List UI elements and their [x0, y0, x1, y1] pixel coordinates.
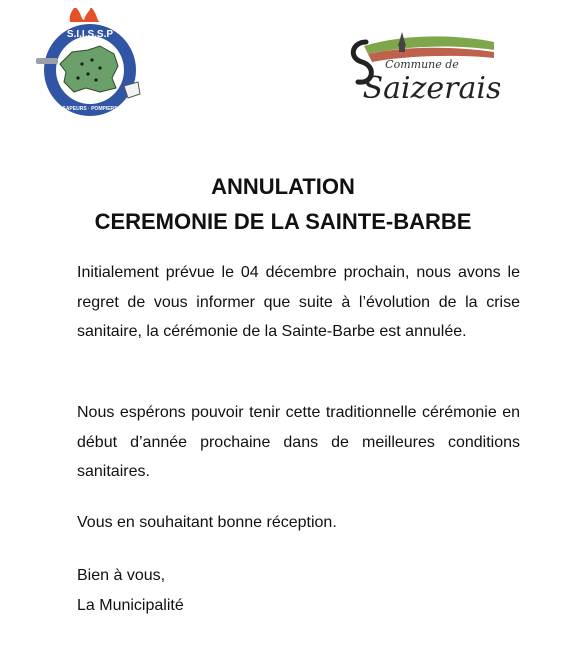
heading-line-2: CEREMONIE DE LA SAINTE-BARBE [94, 209, 472, 234]
heading-line-1: ANNULATION [211, 174, 355, 199]
body-paragraph-3: Vous en souhaitant bonne réception. [77, 514, 337, 531]
body-paragraph-1: Initialement prévue le 04 décembre prochain, nous avons le regret de vous informer que suite à l’évolution de la crise sanitaire, la cérémonie de la Sainte-Barbe est annulée. [77, 264, 520, 340]
siissp-logo-title: S.I.I.S.S.P [66, 29, 114, 40]
saizerais-logo-big-text: Saizerais [362, 71, 500, 106]
body-paragraph-2: Nous espérons pouvoir tenir cette traditionnelle cérémonie en début d’année prochaine dans de meilleures conditions sanitaires. [77, 404, 520, 480]
closing-greeting: Bien à vous, [77, 567, 166, 584]
siissp-logo-subtitle: SAPEURS · POMPIERS [62, 106, 118, 112]
siissp-logo [30, 8, 150, 120]
closing-block [77, 561, 520, 620]
saizerais-logo-small-text: Commune de [385, 58, 459, 71]
closing-signature: La Municipalité [77, 596, 184, 614]
saizerais-logo [344, 24, 500, 114]
